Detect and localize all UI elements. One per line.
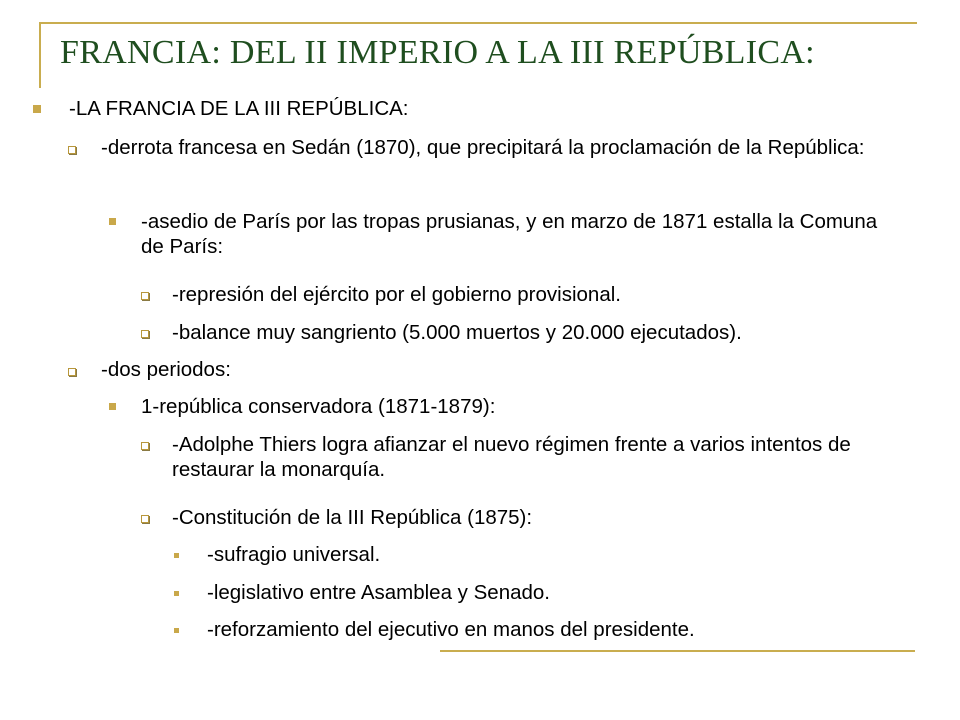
list-item-text: -legislativo entre Asamblea y Senado. [207,581,551,604]
list-item-level3 [141,394,901,419]
list-item-level5 [207,542,907,567]
list-item-level3 [141,209,901,259]
hollow-square-bullet-icon [141,292,149,300]
list-item-text: -Adolphe Thiers logra afianzar el nuevo régimen frente a varios intentos de restaurar la monarquía. [172,433,851,481]
footer-accent-line [440,650,915,652]
list-item-text: -dos periodos: [101,358,231,381]
hollow-square-bullet-icon [68,368,76,376]
hollow-square-bullet-icon [141,330,149,338]
list-item-text: -balance muy sangriento (5.000 muertos y 20.000 ejecutados). [172,321,742,344]
list-item-level5 [207,617,907,642]
list-item-level4 [172,505,912,530]
list-item-level4 [172,282,932,307]
filled-square-bullet-icon [109,403,116,410]
list-item-text: -represión del ejército por el gobierno provisional. [172,283,621,306]
list-item-text: -Constitución de la III República (1875): [172,506,533,529]
hollow-square-bullet-icon [141,442,149,450]
list-item-level2 [101,357,911,382]
list-item-text: -derrota francesa en Sedán (1870), que precipitará la proclamación de la República: [101,136,865,159]
list-item-level2 [101,135,911,160]
hollow-square-bullet-icon [141,515,149,523]
list-item-level4 [172,432,912,482]
filled-square-bullet-icon [109,218,116,225]
title-accent-vertical-line [39,22,41,88]
small-square-bullet-icon [174,628,179,633]
list-item-text: -LA FRANCIA DE LA III REPÚBLICA: [69,97,409,120]
list-item-text: -reforzamiento del ejecutivo en manos del presidente. [207,618,695,641]
list-item-text: 1-república conservadora (1871-1879): [141,395,496,418]
filled-square-bullet-icon [33,105,41,113]
slide-title: FRANCIA: DEL II IMPERIO A LA III REPÚBLICA: [60,34,815,71]
hollow-square-bullet-icon [68,146,76,154]
list-item-level4 [172,320,942,345]
title-accent-top-line [39,22,917,24]
list-item-level5 [207,580,907,605]
list-item-level1 [69,96,929,121]
list-item-text: -asedio de París por las tropas prusianas, y en marzo de 1871 estalla la Comuna de París: [141,210,878,258]
small-square-bullet-icon [174,591,179,596]
list-item-text: -sufragio universal. [207,543,381,566]
small-square-bullet-icon [174,553,179,558]
